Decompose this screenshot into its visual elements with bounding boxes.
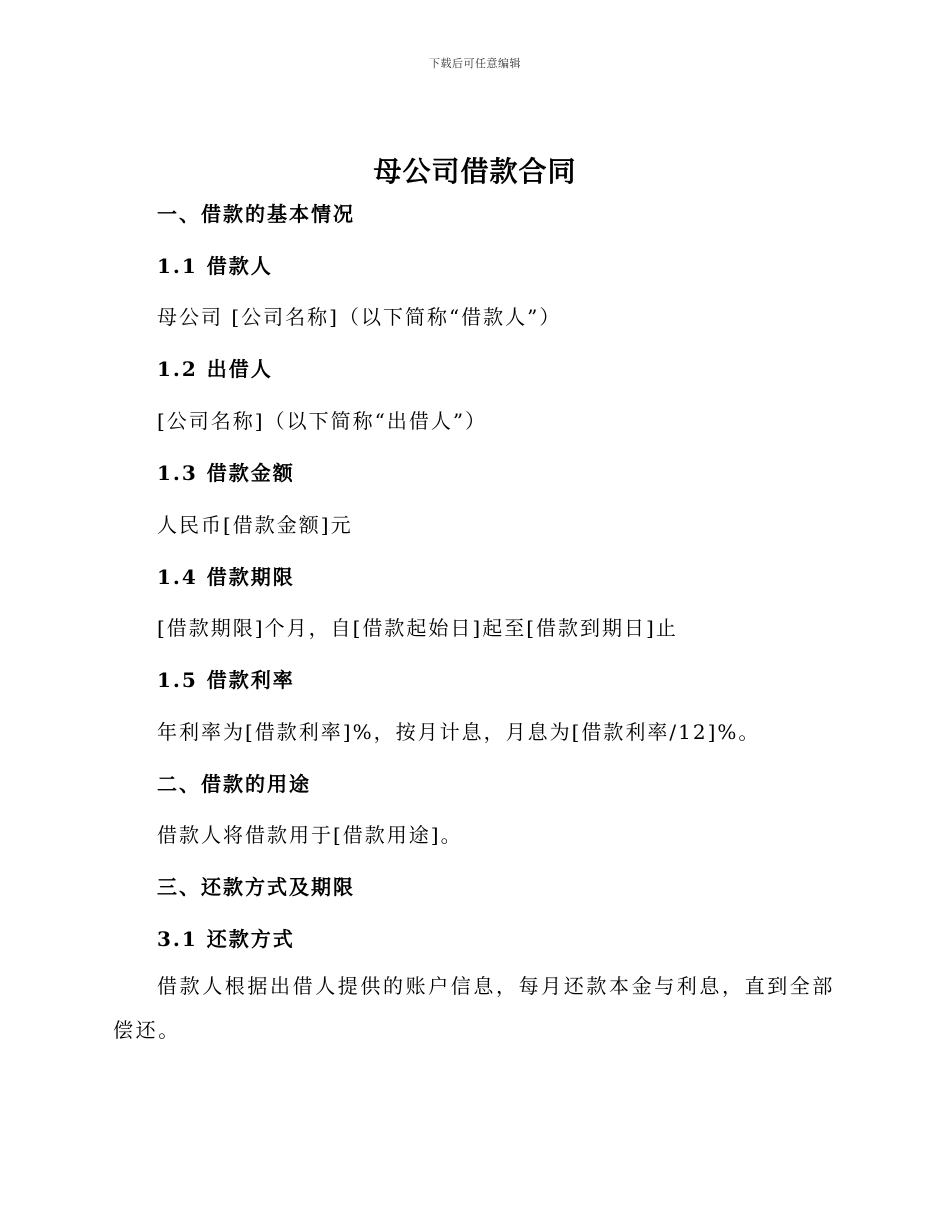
section-3-1-text: 借款人根据出借人提供的账户信息，每月还款本金与利息，直到全部偿还。 [113,974,835,1042]
section-3-1-heading: 3.1 还款方式 [157,927,295,951]
section-1-3-heading: 1.3 借款金额 [157,461,295,485]
section-1-4-heading: 1.4 借款期限 [157,565,295,589]
section-1-5-text: 年利率为[借款利率]%，按月计息，月息为[借款利率/12]%。 [157,720,761,744]
document-title: 母公司借款合同 [373,155,577,188]
section-1-1-heading: 1.1 借款人 [157,254,273,278]
section-1-2-text: [公司名称]（以下简称“出借人”） [157,409,488,433]
section-1-1-text: 母公司 [公司名称]（以下简称“借款人”） [157,305,562,329]
section-1-4-text: [借款期限]个月，自[借款起始日]起至[借款到期日]止 [157,616,678,640]
section-2-heading: 二、借款的用途 [157,772,311,796]
section-2-text: 借款人将借款用于[借款用途]。 [157,823,463,847]
page-header: 下载后可任意编辑 [429,57,521,70]
section-1-3-text: 人民币[借款金额]元 [157,513,353,537]
section-1-5-heading: 1.5 借款利率 [157,668,295,692]
section-3-heading: 三、还款方式及期限 [157,875,355,899]
section-1-heading: 一、借款的基本情况 [157,202,355,226]
section-1-2-heading: 1.2 出借人 [157,357,273,381]
